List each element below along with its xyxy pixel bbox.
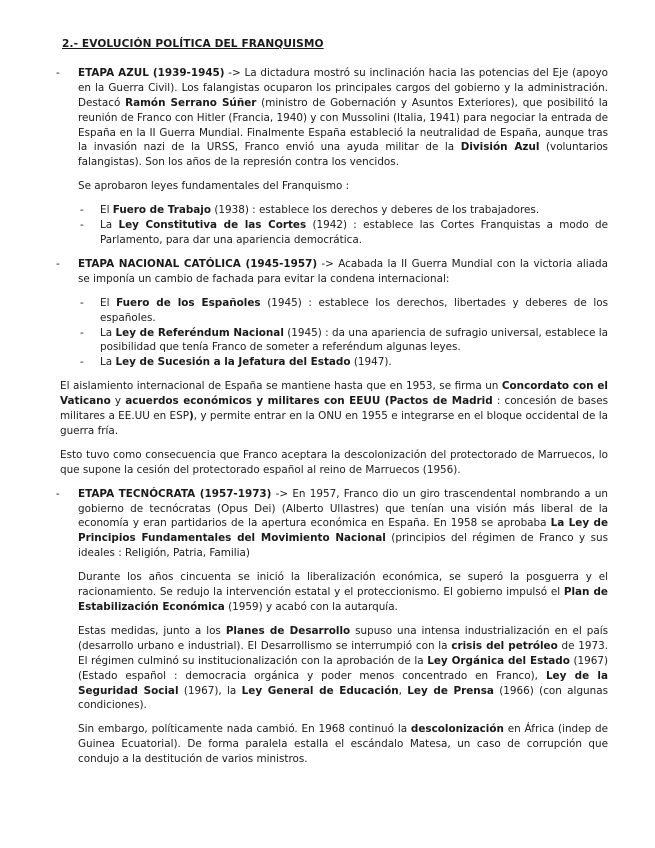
law-list xyxy=(78,296,608,371)
section-title: 2.- EVOLUCIÓN POLÍTICA DEL FRANQUISMO xyxy=(62,38,324,50)
key-term: División Azul xyxy=(460,141,540,154)
law-item: - La Ley de Referéndum Nacional (1945) : da una apariencia de sufragio universal, establece la posibilidad que tenía Franco de someter a referéndum algunas leyes. xyxy=(80,326,608,354)
law-item: - El Fuero de Trabajo (1938) : establece los derechos y deberes de los trabajadores. xyxy=(80,204,540,217)
stage-tecnocrata-text: ETAPA TECNÓCRATA (1957-1973) -> En 1957, Franco dio un giro trascendental nombrando a un gobierno de tecnócratas (Opus Dei) (Alberto Ullastres) que tenían una visión más liberal de la economía y eran partidarios de la apertura económica en España. En 1958 se aprobaba La Ley de Principios Fundamentales del Movimiento Nacional (principios del régimen de Franco y sus ideales : Religión, Patria, Familia) xyxy=(78,487,609,560)
law-item: - La Ley de Sucesión a la Jefatura del Estado (1947). xyxy=(80,356,392,369)
bullet-dash: - xyxy=(56,487,60,500)
stage-tecnocrata xyxy=(56,487,609,767)
law-item: - El Fuero de los Españoles (1945) : establece los derechos, libertades y deberes de los españoles. xyxy=(80,296,608,324)
laws-intro: Se aprobaron leyes fundamentales del Franquismo : xyxy=(78,180,350,193)
stage-heading: ETAPA NACIONAL CATÓLICA (1945-1957) xyxy=(78,257,318,270)
bullet-dash: - xyxy=(56,257,60,270)
stage-azul xyxy=(56,66,609,248)
stage-catolica-text: ETAPA NACIONAL CATÓLICA (1945-1957) -> Acabada la II Guerra Mundial con la victoria aliada se imponía un cambio de fachada para evitar la condena internacional: xyxy=(78,257,608,285)
matesa-paragraph: Sin embargo, políticamente nada cambió. En 1968 continuó la descolonización en África (indep de Guinea Ecuatorial). De forma paralela estalla el escándalo Matesa, un caso de corrupción que condujo a la destitución de varios ministros. xyxy=(78,723,608,766)
law-list xyxy=(78,203,608,248)
law-item: - La Ley Constitutiva de las Cortes (1942) : establece las Cortes Franquistas a modo de Parlamento, para dar una apariencia democrática. xyxy=(80,219,608,246)
liberalizacion-paragraph: Durante los años cincuenta se inició la liberalización económica, se superó la posguerra y el racionamiento. Se redujo la intervención estatal y el proteccionismo. El gobierno impulsó el Plan de Estabilización Económica (1959) y acabó con la autarquía. xyxy=(78,571,608,613)
stage-catolica xyxy=(56,257,608,370)
stage-heading: ETAPA TECNÓCRATA (1957-1973) xyxy=(78,487,272,500)
stage-heading: ETAPA AZUL (1939-1945) xyxy=(78,66,225,79)
bullet-dash: - xyxy=(56,66,60,79)
key-term: Ramón Serrano Súñer xyxy=(125,96,257,109)
aislamiento-paragraph: El aislamiento internacional de España se mantiene hasta que en 1953, se firma un Concordato con el Vaticano y acuerdos económicos y militares con EEUU (Pactos de Madrid : concesión de bases militares a EE.UU en ESP), y permite entrar en la ONU en 1955 e integrarse en el bloque occidental de la guerra fría. xyxy=(60,380,609,437)
desarrollo-paragraph: Estas medidas, junto a los Planes de Desarrollo supuso una intensa industrialización en el país (desarrollo urbano e industrial). El Desarrollismo se interrumpió con la crisis del petróleo de 1973. El régimen culminó su institucionalización con la aprobación de la Ley Orgánica del Estado (1967) (Estado español : democracia orgánica y poder menos concentrado en Franco), Ley de la Seguridad Social (1967), la Ley General de Educación, Ley de Prensa (1966) (con algunas condiciones). xyxy=(78,624,608,712)
descolonizacion-paragraph: Esto tuvo como consecuencia que Franco aceptara la descolonización del protectorado de Marruecos, lo que supone la cesión del protectorado español al reino de Marruecos (1956). xyxy=(60,448,608,476)
stage-azul-text: ETAPA AZUL (1939-1945) -> La dictadura mostró su inclinación hacia las potencias del Eje (apoyo en la Guerra Civil). Los falangistas ocuparon los principales cargos del gobierno y la administración. Destacó Ramón Serrano Súñer (ministro de Gobernación y Asuntos Exteriores), que posibilitó la reunión de Franco con Hitler (Francia, 1940) y con Mussolini (Italia, 1941) para negociar la entrada de España en la II Guerra Mundial. Finalmente España estableció la neutralidad de España, aunque tras la invasión nazi de la URSS, Franco envió una ayuda militar de la División Azul (voluntarios falangistas). Son los años de la represión contra los vencidos. xyxy=(78,66,609,169)
